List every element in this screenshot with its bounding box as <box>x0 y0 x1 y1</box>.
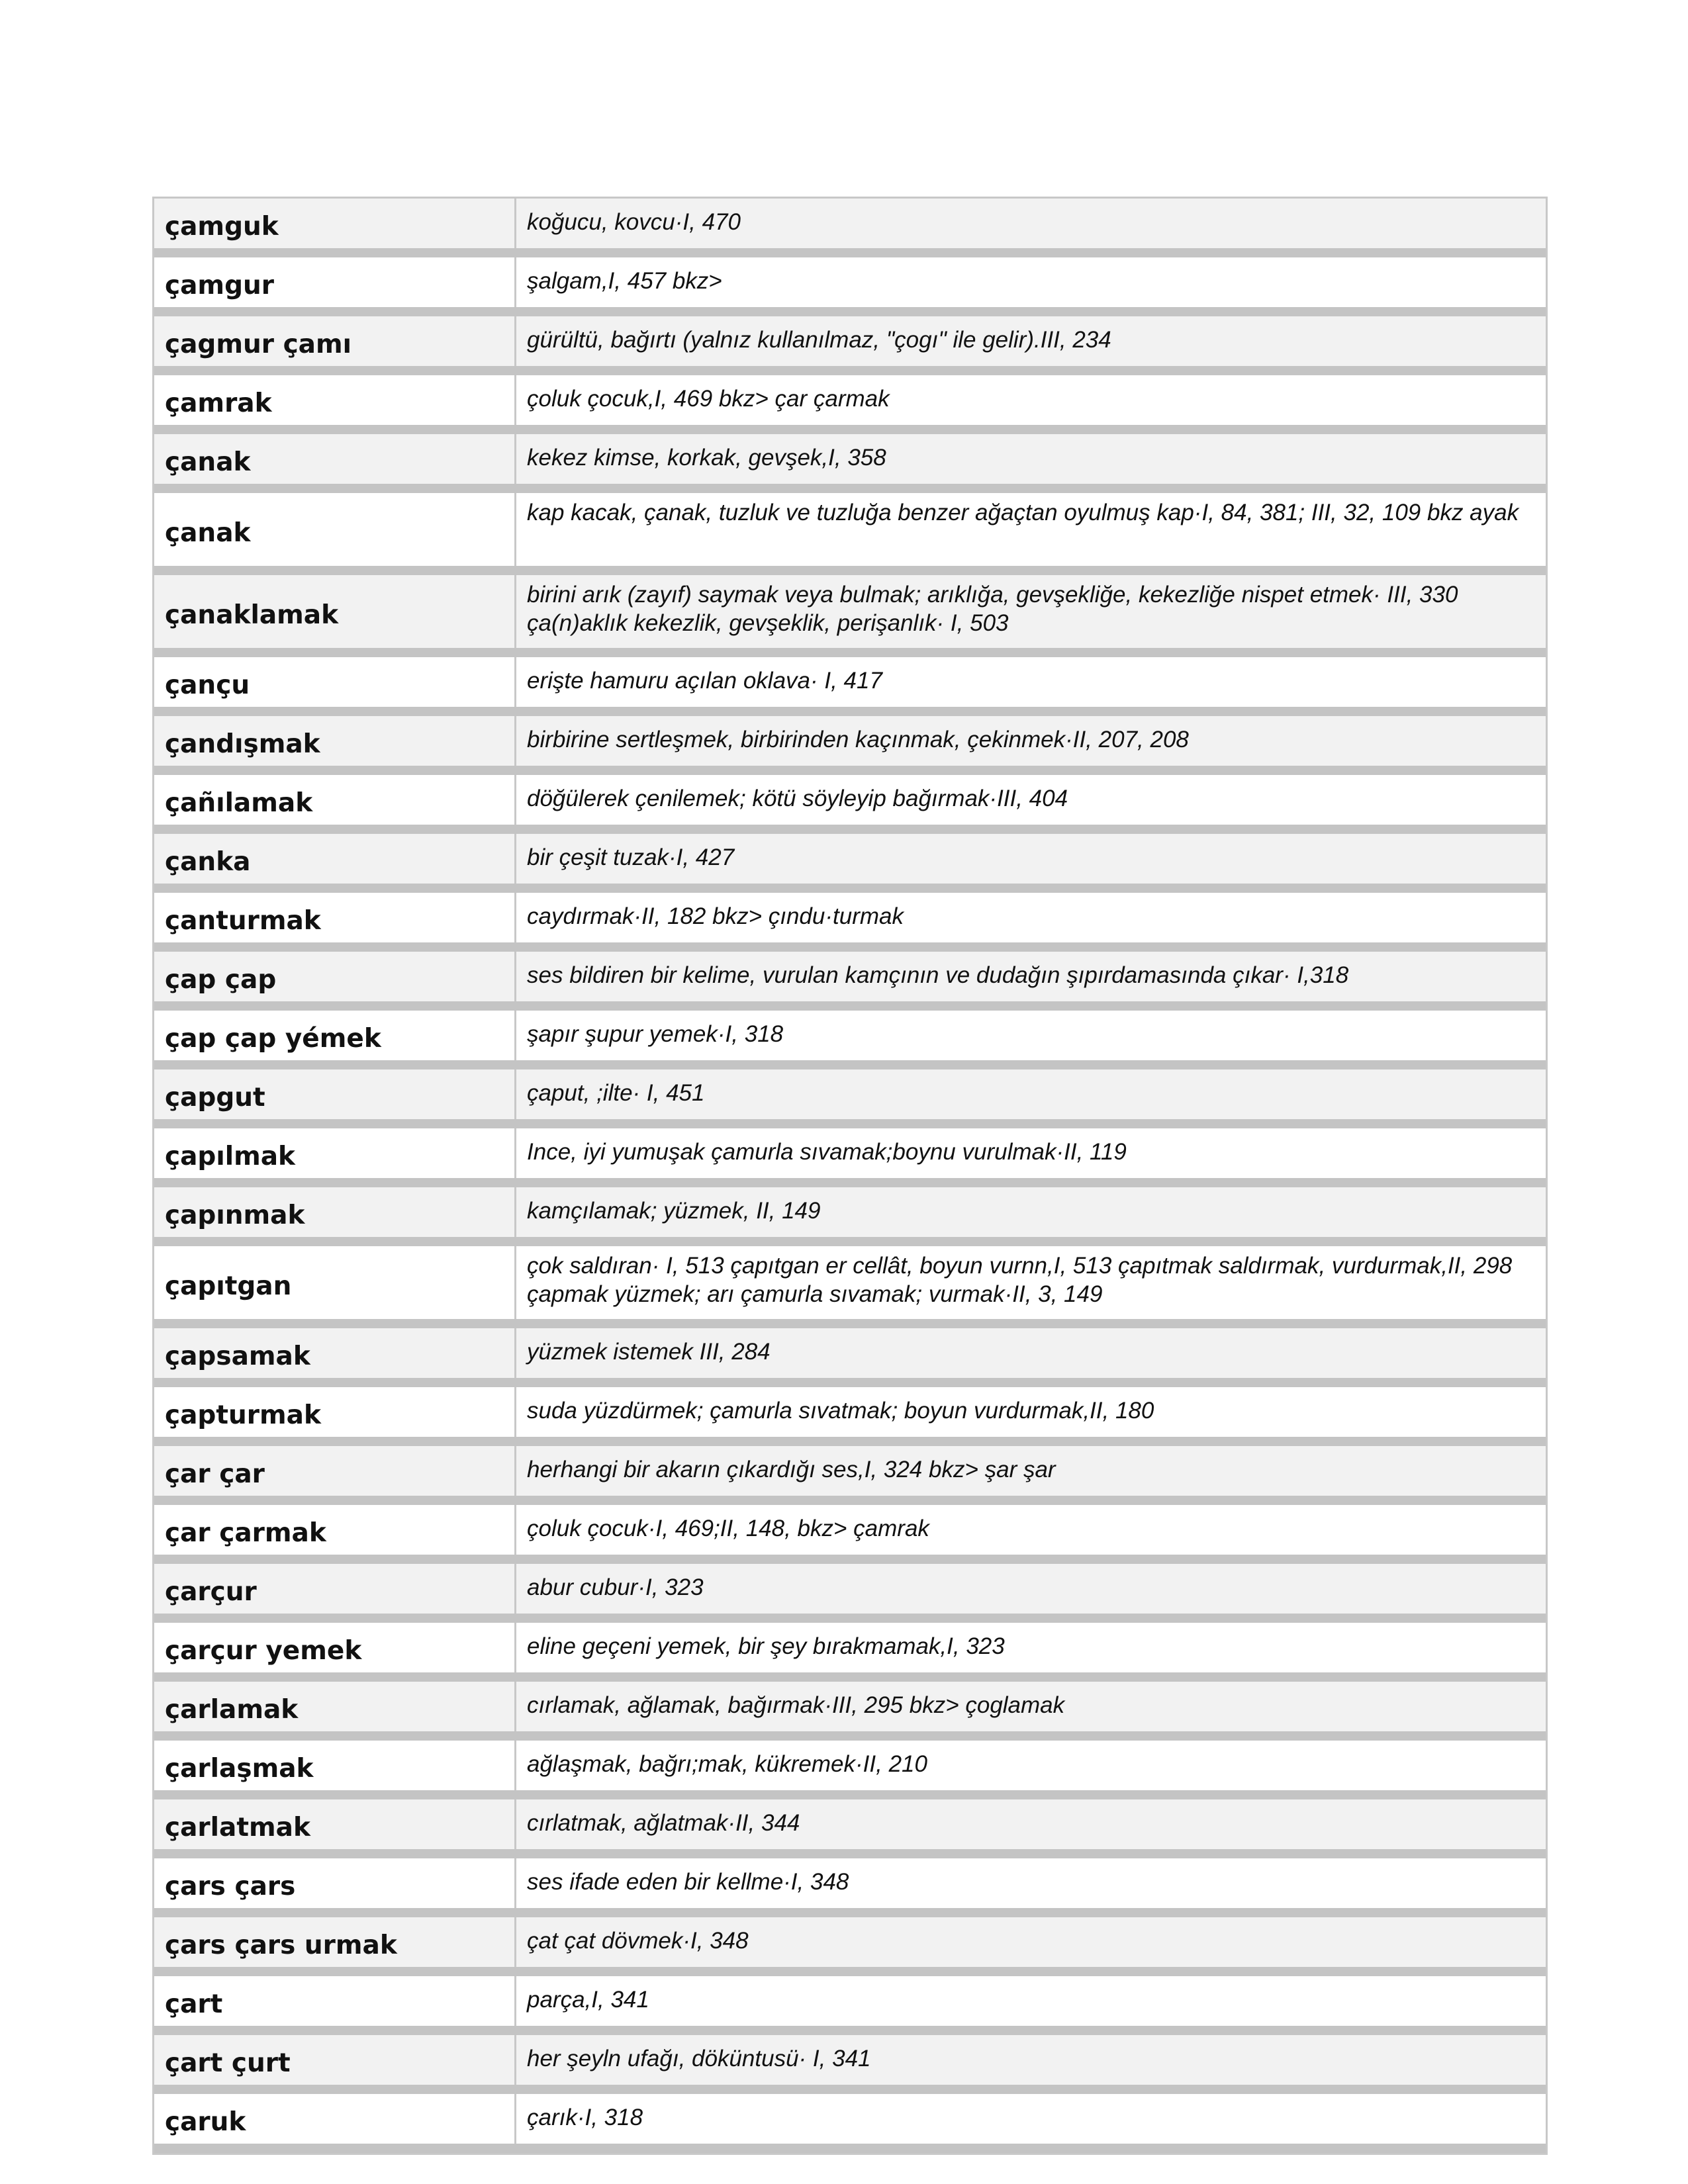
table-row <box>154 257 1546 316</box>
definition-cell: çoluk çocuk,I, 469 bkz> çar çarmak <box>516 375 1546 425</box>
definition-cell: koğucu, kovcu·I, 470 <box>516 199 1546 248</box>
table-row <box>154 2094 1546 2153</box>
definition-cell: birbirine sertleşmek, birbirinden kaçınmak, çekinmek·II, 207, 208 <box>516 716 1546 766</box>
table-row <box>154 1623 1546 1682</box>
definition-cell: erişte hamuru açılan oklava· I, 417 <box>516 657 1546 707</box>
table-row <box>154 493 1546 575</box>
table-row <box>154 1682 1546 1741</box>
definition-cell: şalgam,I, 457 bkz> <box>516 257 1546 307</box>
term-cell: çandışmak <box>154 716 516 766</box>
term-cell: çar çarmak <box>154 1505 516 1555</box>
term-cell: çanka <box>154 834 516 884</box>
term-cell: çar çar <box>154 1446 516 1496</box>
table-row <box>154 1858 1546 1917</box>
definition-cell: yüzmek istemek III, 284 <box>516 1328 1546 1378</box>
definition-cell: kamçılamak; yüzmek, II, 149 <box>516 1187 1546 1237</box>
table-row <box>154 1446 1546 1505</box>
definition-cell: çok saldıran· I, 513 çapıtgan er cellât, boyun vurnn,I, 513 çapıtmak saldırmak, vurdurmak,II, 298 çapmak yüzmek; arı çamurla sıvamak; vurmak·II, 3, 149 <box>516 1246 1546 1319</box>
definition-cell: parça,I, 341 <box>516 1976 1546 2026</box>
table-row <box>154 657 1546 716</box>
term-cell: çap çap yémek <box>154 1011 516 1060</box>
term-cell: çanaklamak <box>154 575 516 648</box>
definition-cell: kap kacak, çanak, tuzluk ve tuzluğa benzer ağaçtan oyulmuş kap·I, 84, 381; III, 32, 109 bkz ayak <box>516 493 1546 566</box>
term-cell: çagmur çamı <box>154 316 516 366</box>
table-row <box>154 716 1546 775</box>
term-cell: çapgut <box>154 1069 516 1119</box>
definition-cell: caydırmak·II, 182 bkz> çındu·turmak <box>516 893 1546 942</box>
term-cell: çamguk <box>154 199 516 248</box>
definition-cell: çarık·I, 318 <box>516 2094 1546 2144</box>
definition-cell: ses bildiren bir kelime, vurulan kamçının ve dudağın şıpırdamasında çıkar· I,318 <box>516 952 1546 1001</box>
table-row <box>154 775 1546 834</box>
definition-cell: ses ifade eden bir kellme·I, 348 <box>516 1858 1546 1908</box>
definition-cell: suda yüzdürmek; çamurla sıvatmak; boyun vurdurmak,II, 180 <box>516 1387 1546 1437</box>
dictionary-table <box>152 197 1548 2155</box>
table-row <box>154 893 1546 952</box>
term-cell: çapınmak <box>154 1187 516 1237</box>
table-row <box>154 1387 1546 1446</box>
table-row <box>154 199 1546 257</box>
term-cell: çançu <box>154 657 516 707</box>
term-cell: çanak <box>154 434 516 484</box>
term-cell: çarlatmak <box>154 1799 516 1849</box>
term-cell: çart çurt <box>154 2035 516 2085</box>
term-cell: çapsamak <box>154 1328 516 1378</box>
table-row <box>154 1799 1546 1858</box>
table-row <box>154 952 1546 1011</box>
table-row <box>154 1069 1546 1128</box>
table-row <box>154 1187 1546 1246</box>
definition-cell: kekez kimse, korkak, gevşek,I, 358 <box>516 434 1546 484</box>
table-row <box>154 1011 1546 1069</box>
definition-cell: şapır şupur yemek·I, 318 <box>516 1011 1546 1060</box>
definition-cell: çat çat dövmek·I, 348 <box>516 1917 1546 1967</box>
definition-cell: Ince, iyi yumuşak çamurla sıvamak;boynu vurulmak·II, 119 <box>516 1128 1546 1178</box>
term-cell: çaruk <box>154 2094 516 2144</box>
table-row <box>154 1246 1546 1328</box>
term-cell: çarçur <box>154 1564 516 1614</box>
term-cell: çarçur yemek <box>154 1623 516 1672</box>
table-row <box>154 575 1546 657</box>
table-row <box>154 1917 1546 1976</box>
definition-cell: her şeyln ufağı, döküntusü· I, 341 <box>516 2035 1546 2085</box>
term-cell: çamrak <box>154 375 516 425</box>
definition-cell: cırlatmak, ağlatmak·II, 344 <box>516 1799 1546 1849</box>
table-row <box>154 1741 1546 1799</box>
term-cell: çars çars urmak <box>154 1917 516 1967</box>
term-cell: çapturmak <box>154 1387 516 1437</box>
table-row <box>154 1976 1546 2035</box>
definition-cell: birini arık (zayıf) saymak veya bulmak; arıklığa, gevşekliğe, kekezliğe nispet etmek· III, 330 ça(n)aklık kekezlik, gevşeklik, perişanlık· I, 503 <box>516 575 1546 648</box>
term-cell: çars çars <box>154 1858 516 1908</box>
table-row <box>154 1505 1546 1564</box>
definition-cell: eline geçeni yemek, bir şey bırakmamak,I, 323 <box>516 1623 1546 1672</box>
table-row <box>154 316 1546 375</box>
table-row <box>154 434 1546 493</box>
definition-cell: cırlamak, ağlamak, bağırmak·III, 295 bkz> çoglamak <box>516 1682 1546 1731</box>
table-row <box>154 1328 1546 1387</box>
term-cell: çarlamak <box>154 1682 516 1731</box>
table-row <box>154 1128 1546 1187</box>
table-row <box>154 375 1546 434</box>
term-cell: çapılmak <box>154 1128 516 1178</box>
definition-cell: gürültü, bağırtı (yalnız kullanılmaz, "çogı" ile gelir).III, 234 <box>516 316 1546 366</box>
definition-cell: abur cubur·I, 323 <box>516 1564 1546 1614</box>
term-cell: çap çap <box>154 952 516 1001</box>
definition-cell: çaput, ;ilte· I, 451 <box>516 1069 1546 1119</box>
table-row <box>154 2035 1546 2094</box>
term-cell: çart <box>154 1976 516 2026</box>
definition-cell: herhangi bir akarın çıkardığı ses,I, 324 bkz> şar şar <box>516 1446 1546 1496</box>
definition-cell: bir çeşit tuzak·I, 427 <box>516 834 1546 884</box>
term-cell: çarlaşmak <box>154 1741 516 1790</box>
table-row <box>154 834 1546 893</box>
table-row <box>154 1564 1546 1623</box>
term-cell: çañılamak <box>154 775 516 825</box>
definition-cell: ağlaşmak, bağrı;mak, kükremek·II, 210 <box>516 1741 1546 1790</box>
definition-cell: döğülerek çenilemek; kötü söyleyip bağırmak·III, 404 <box>516 775 1546 825</box>
term-cell: çapıtgan <box>154 1246 516 1319</box>
definition-cell: çoluk çocuk·I, 469;II, 148, bkz> çamrak <box>516 1505 1546 1555</box>
term-cell: çanak <box>154 493 516 566</box>
term-cell: çanturmak <box>154 893 516 942</box>
term-cell: çamgur <box>154 257 516 307</box>
